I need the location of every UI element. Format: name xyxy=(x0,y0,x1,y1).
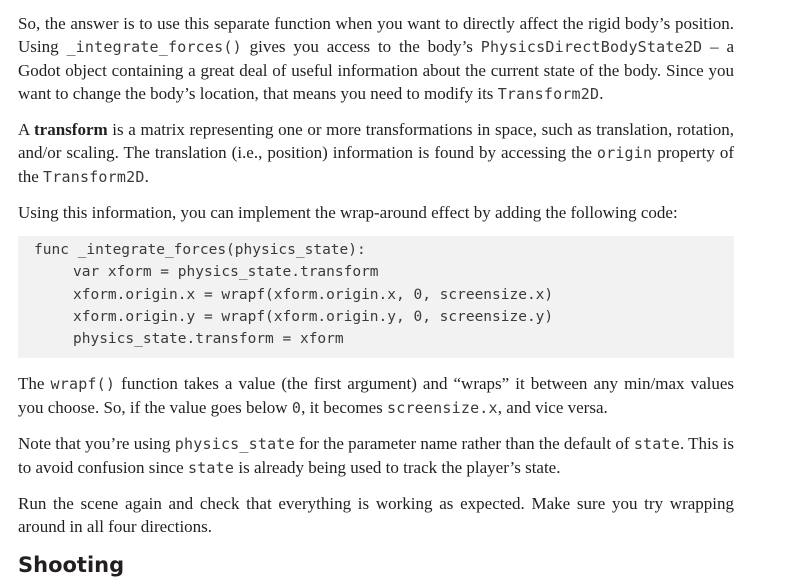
paragraph-text: Note that you’re using xyxy=(18,434,175,454)
paragraph-text: is a matrix representing one or more transformations in space, such as translation, rotation, and/or scaling. The translation (i.e., position) information is found by accessing the xyxy=(18,120,734,162)
code-line: func _integrate_forces(physics_state): xyxy=(34,242,366,258)
paragraph-text: – a Godot object containing a great deal of useful information about the current state of the body. Since you want to change the body’s location, that means you need to modify its xyxy=(18,37,734,103)
inline-code: wrapf() xyxy=(50,375,116,394)
paragraph-text: property of the xyxy=(18,143,734,186)
paragraph-text: for the parameter name rather than the default of xyxy=(294,434,634,454)
paragraph-text: The xyxy=(18,374,51,394)
inline-code: screensize.x xyxy=(387,399,498,418)
paragraph-text: gives you access to the body’s xyxy=(241,37,481,56)
paragraph-text: , it becomes xyxy=(301,398,387,418)
code-line: xform.origin.x = wrapf(xform.origin.x, 0, screensize.x) xyxy=(73,286,554,303)
paragraph-text: , and vice versa. xyxy=(497,398,608,418)
paragraph-code-intro xyxy=(18,201,734,224)
paragraph-text: is already being used to track the player’s state. xyxy=(234,458,561,478)
code-block xyxy=(18,236,734,358)
paragraph-text: Using this information, you can implement the wrap-around effect by adding the following code: xyxy=(18,203,678,222)
paragraph-text: So, the answer is to use this separate function when you want to directly affect the rigid body’s position. Using xyxy=(18,14,734,56)
paragraph-text: . xyxy=(144,167,149,186)
inline-code: 0 xyxy=(291,399,302,418)
inline-code: PhysicsDirectBodyState2D xyxy=(480,38,703,56)
code-line: physics_state.transform = xform xyxy=(73,331,344,348)
code-line: var xform = physics_state.transform xyxy=(73,264,379,281)
section-heading: Shooting xyxy=(18,553,125,577)
paragraph-wrapf-explanation xyxy=(18,372,734,420)
paragraph-transform-definition xyxy=(18,118,734,189)
inline-code: origin xyxy=(596,144,653,162)
paragraph-text: . This is to avoid confusion since xyxy=(18,434,734,478)
paragraph-text: function takes a value (the first argument) and “wraps” it between any min/max values you choose. So, if the value goes below xyxy=(18,374,734,418)
inline-code: Transform2D xyxy=(43,168,145,186)
inline-code: _integrate_forces() xyxy=(66,38,242,56)
paragraph-run-scene xyxy=(18,492,734,538)
code-line: xform.origin.y = wrapf(xform.origin.y, 0, screensize.y) xyxy=(73,308,554,325)
inline-code: physics_state xyxy=(174,435,295,454)
bold-term: transform xyxy=(34,120,108,139)
inline-code: state xyxy=(187,459,235,478)
page-content xyxy=(18,12,734,550)
inline-code: Transform2D xyxy=(497,85,600,103)
paragraph-parameter-name-note xyxy=(18,432,734,480)
paragraph-text: A xyxy=(18,120,34,139)
paragraph-text: . xyxy=(599,84,604,103)
inline-code: state xyxy=(633,435,680,454)
paragraph-integrate-forces xyxy=(18,12,734,106)
paragraph-text: Run the scene again and check that everything is working as expected. Make sure you try wrapping around in all four directions. xyxy=(18,494,734,537)
